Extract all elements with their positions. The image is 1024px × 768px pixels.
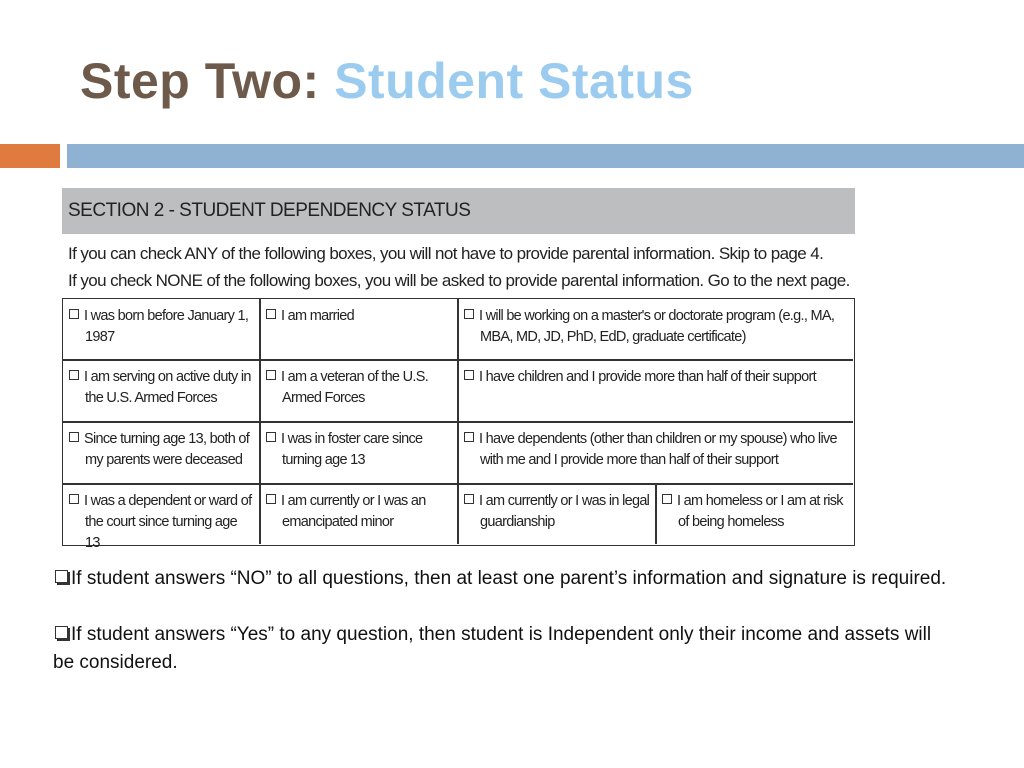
checkbox-icon: [464, 309, 474, 319]
checkbox-icon: [69, 432, 79, 442]
checkbox-bullet-icon: [55, 570, 68, 583]
question-cell: I was a dependent or ward of the court since turning age 13: [63, 484, 259, 544]
question-cell: I am currently or I was an emancipated minor: [260, 484, 457, 544]
bullet-note: [53, 621, 953, 677]
question-cell: I am homeless or I am at risk of being homeless: [656, 484, 853, 544]
checkbox-icon: [69, 494, 79, 504]
checkbox-icon: [266, 494, 276, 504]
checkbox-icon: [69, 309, 79, 319]
note-text: If student answers “Yes” to any question, then student is Independent only their income and assets will be considered.: [53, 624, 932, 673]
checkbox-icon: [464, 432, 474, 442]
form-instructions: [68, 240, 850, 294]
form-instruction-line-2: If you check NONE of the following boxes, you will be asked to provide parental information. Go to the next page.: [68, 271, 850, 290]
checkbox-icon: [266, 309, 276, 319]
accent-bar-orange: [0, 144, 60, 168]
checkbox-bullet-icon: [55, 626, 68, 639]
form-instruction-line-1: If you can check ANY of the following boxes, you will not have to provide parental information. Skip to page 4.: [68, 244, 824, 263]
checkbox-icon: [69, 370, 79, 380]
question-cell: I am currently or I was in legal guardianship: [458, 484, 655, 544]
question-cell: I was in foster care since turning age 13: [260, 422, 457, 483]
question-cell: I am a veteran of the U.S. Armed Forces: [260, 360, 457, 421]
question-cell: I have dependents (other than children or my spouse) who live with me and I provide more than half of their support: [458, 422, 853, 483]
checkbox-icon: [464, 494, 474, 504]
dependency-question-grid: [62, 298, 855, 551]
dependency-form-image: [62, 188, 856, 551]
note-text: If student answers “NO” to all questions, then at least one parent’s information and signature is required.: [71, 568, 947, 589]
bullet-note: [53, 565, 953, 593]
question-cell: I am serving on active duty in the U.S. Armed Forces: [63, 360, 259, 421]
form-section-heading: SECTION 2 - STUDENT DEPENDENCY STATUS: [62, 188, 855, 234]
slide-title-step: Step Two:: [80, 53, 320, 109]
checkbox-icon: [266, 370, 276, 380]
question-cell: I am married: [260, 299, 457, 359]
checkbox-icon: [266, 432, 276, 442]
slide-notes: [53, 565, 953, 705]
question-cell: I was born before January 1, 1987: [63, 299, 259, 359]
question-cell: I have children and I provide more than half of their support: [458, 360, 853, 421]
accent-bar-blue: [67, 144, 1024, 168]
slide-title: [80, 52, 694, 110]
question-cell: I will be working on a master's or doctorate program (e.g., MA, MBA, MD, JD, PhD, EdD, graduate certificate): [458, 299, 853, 359]
checkbox-icon: [464, 370, 474, 380]
question-cell: Since turning age 13, both of my parents were deceased: [63, 422, 259, 483]
slide-title-topic: Student Status: [334, 53, 694, 109]
checkbox-icon: [662, 494, 672, 504]
